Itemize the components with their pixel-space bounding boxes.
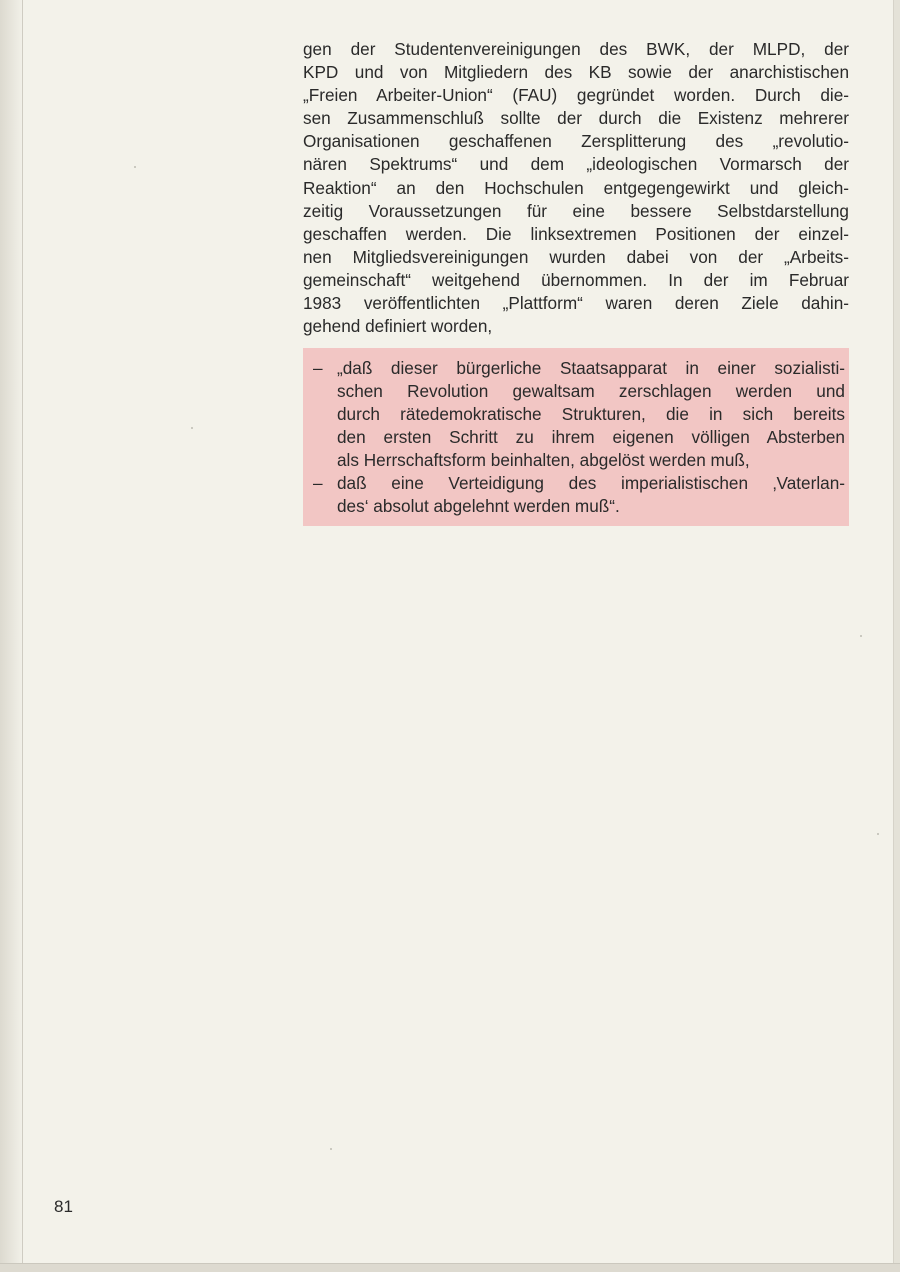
text-line: gemeinschaft“ weitgehend übernommen. In der im Februar xyxy=(303,269,849,290)
text-line: gehend definiert worden, xyxy=(303,316,493,337)
list-dash: – xyxy=(313,473,323,493)
quote-line: schen Revolution gewaltsam zerschlagen werden und xyxy=(337,381,845,402)
paper-speck xyxy=(877,833,879,835)
quote-line: des‘ absolut abgelehnt werden muß“. xyxy=(337,496,620,517)
text-line: geschaffen werden. Die linksextremen Positionen der einzel- xyxy=(303,223,849,244)
text-line: sen Zusammenschluß sollte der durch die Existenz mehrerer xyxy=(303,108,849,129)
paper-speck xyxy=(191,427,193,429)
text-line: nären Spektrums“ und dem „ideologischen Vormarsch der xyxy=(303,154,849,175)
quote-line: daß eine Verteidigung des imperialistischen ‚Vaterlan- xyxy=(337,473,845,493)
highlighted-quote xyxy=(303,348,849,526)
text-line: nen Mitgliedsvereinigungen wurden dabei von der „Arbeits- xyxy=(303,246,849,267)
text-line: 1983 veröffentlichten „Plattform“ waren deren Ziele dahin- xyxy=(303,293,849,314)
quote-line: den ersten Schritt zu ihrem eigenen völligen Absterben xyxy=(337,427,845,448)
text-line: Organisationen geschaffenen Zersplitterung des „revolutio- xyxy=(303,131,849,152)
text-line: „Freien Arbeiter-Union“ (FAU) gegründet worden. Durch die- xyxy=(303,85,849,106)
page-number: 81 xyxy=(54,1197,73,1216)
quote-line: „daß dieser bürgerliche Staatsapparat in einer sozialisti- xyxy=(337,358,845,378)
page-right-edge xyxy=(893,0,900,1272)
paper-speck xyxy=(860,635,862,637)
quote-line: als Herrschaftsform beinhalten, abgelöst werden muß, xyxy=(337,450,750,471)
body-paragraph xyxy=(303,38,849,338)
paper-speck xyxy=(134,166,136,168)
text-line: KPD und von Mitgliedern des KB sowie der anarchistischen xyxy=(303,62,849,83)
page-bottom-edge xyxy=(0,1263,900,1272)
binding-edge xyxy=(0,0,23,1272)
paper-speck xyxy=(330,1148,332,1150)
quote-line: durch rätedemokratische Strukturen, die in sich bereits xyxy=(337,404,845,425)
text-line: zeitig Voraussetzungen für eine bessere Selbstdarstellung xyxy=(303,200,849,221)
text-line: gen der Studentenvereinigungen des BWK, der MLPD, der xyxy=(303,39,849,59)
text-line: Reaktion“ an den Hochschulen entgegengewirkt und gleich- xyxy=(303,177,849,198)
list-dash: – xyxy=(313,358,323,378)
